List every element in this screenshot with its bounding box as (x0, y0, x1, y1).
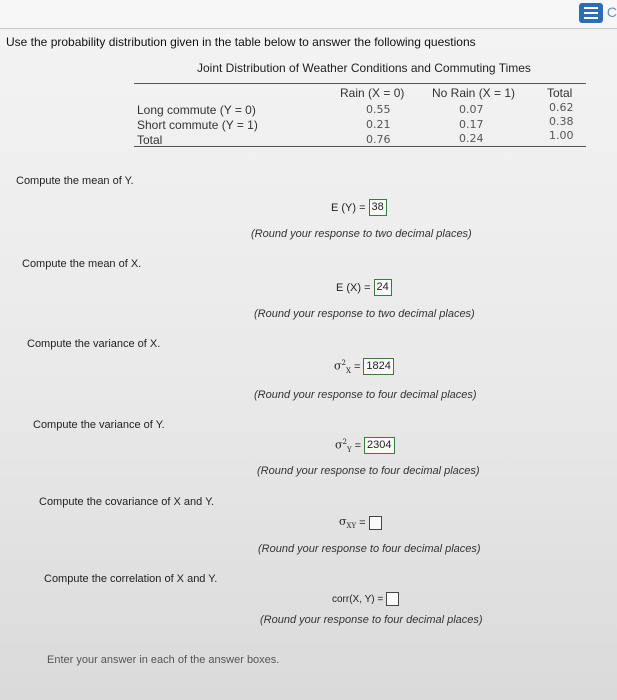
sigma-xy-symbol: $\sigma_{XY}$ (339, 515, 357, 531)
prompt-covariance: Compute the covariance of X and Y. (39, 496, 215, 508)
rounding-note: (Round your response to two decimal places) (254, 308, 475, 320)
table-cell: 0.17 (459, 118, 484, 131)
answer-box-variance-y[interactable]: 2304 (364, 437, 394, 454)
prompt-variance-x: Compute the variance of X. (27, 338, 161, 350)
table-cell: 0.38 (549, 115, 574, 128)
prompt-mean-x: Compute the mean of X. (22, 258, 142, 270)
equation-lhs: E (Y) = (331, 201, 366, 214)
rounding-note: (Round your response to four decimal places) (258, 543, 481, 555)
equation-lhs: corr(X, Y) = (332, 593, 384, 605)
equals-sign: = (359, 516, 366, 529)
equation-lhs: E (X) = (336, 281, 371, 294)
table-cell: 1.00 (549, 129, 574, 142)
footer-instruction: Enter your answer in each of the answer boxes. (47, 654, 280, 666)
prompt-mean-y: Compute the mean of Y. (16, 175, 134, 187)
equals-sign: = (354, 439, 362, 452)
equation-variance-x (334, 358, 394, 375)
rounding-note: (Round your response to four decimal places) (260, 614, 483, 626)
column-header-no-rain: No Rain (X = 1) (432, 86, 516, 100)
equation-covariance (339, 515, 382, 530)
top-toolbar (0, 0, 617, 29)
answer-box-mean-y[interactable]: 38 (369, 199, 387, 216)
prompt-correlation: Compute the correlation of X and Y. (44, 573, 218, 585)
row-label-total: Total (137, 133, 163, 147)
question-title: Use the probability distribution given in the table below to answer the following questions (6, 35, 476, 49)
row-label-short-commute: Short commute (Y = 1) (137, 118, 258, 132)
table-cell: 0.62 (549, 101, 574, 114)
row-label-long-commute: Long commute (Y = 0) (137, 103, 256, 117)
equals-sign: = (353, 360, 361, 373)
column-header-rain: Rain (X = 0) (340, 86, 405, 100)
rounding-note: (Round your response to four decimal places) (254, 389, 477, 401)
table-top-rule (134, 83, 586, 84)
equation-mean-x (336, 279, 392, 296)
table-cell: 0.55 (366, 103, 391, 116)
answer-box-variance-x[interactable]: 1824 (363, 358, 393, 375)
rounding-note: (Round your response to two decimal places) (251, 228, 472, 240)
answer-box-mean-x[interactable]: 24 (374, 279, 392, 296)
table-cell: 0.07 (459, 103, 484, 116)
answer-box-correlation[interactable] (386, 592, 399, 606)
menu-icon[interactable] (579, 3, 603, 23)
equation-mean-y (331, 199, 387, 216)
table-cell: 0.76 (366, 133, 391, 146)
rounding-note: (Round your response to four decimal places) (257, 465, 480, 477)
sigma-y-symbol: $\sigma^2_Y$ (335, 437, 352, 454)
sigma-x-symbol: $\sigma^2_X$ (334, 358, 351, 375)
answer-box-covariance[interactable] (369, 516, 382, 530)
prompt-variance-y: Compute the variance of Y. (33, 419, 165, 431)
table-cell: 0.24 (459, 132, 484, 145)
table-cell: 0.21 (366, 118, 391, 131)
toolbar-c-label[interactable]: C (606, 4, 617, 20)
table-bottom-rule (134, 146, 586, 147)
equation-correlation (332, 592, 399, 606)
equation-variance-y (335, 437, 395, 454)
table-caption: Joint Distribution of Weather Conditions and Commuting Times (197, 61, 531, 75)
column-header-total: Total (547, 86, 573, 100)
